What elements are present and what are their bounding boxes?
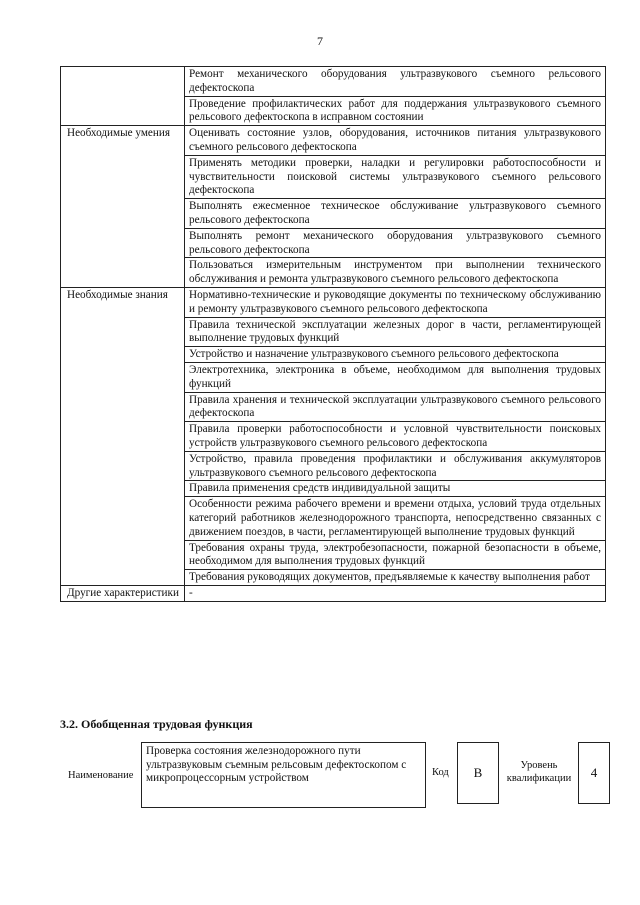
page-number: 7 <box>317 34 323 48</box>
row-description: Применять методики проверки, наладки и регулировки работоспособности и чувствительности поисковой системы ультразвукового съемного рельсового дефектоскопа <box>185 155 606 198</box>
row-description: Ремонт механического оборудования ультразвукового съемного рельсового дефектоскопа <box>185 67 606 97</box>
table-row <box>61 585 606 601</box>
row-label: Необходимые умения <box>61 126 185 288</box>
code-label: Код <box>432 767 449 778</box>
qualification-level-box: 4 <box>578 742 610 804</box>
name-label: Наименование <box>68 770 134 781</box>
row-description: Электротехника, электроника в объеме, необходимом для выполнения трудовых функций <box>185 362 606 392</box>
section-heading: 3.2. Обобщенная трудовая функция <box>60 717 253 731</box>
row-description: Пользоваться измерительным инструментом при выполнении технического обслуживания и ремонта ультразвукового съемного рельсового дефектоскопа <box>185 258 606 288</box>
row-description: - <box>185 585 606 601</box>
row-description: Устройство, правила проведения профилактики и обслуживания аккумуляторов ультразвукового съемного рельсового дефектоскопа <box>185 451 606 481</box>
row-description: Нормативно-технические и руководящие документы по техническому обслуживанию и ремонту ультразвукового съемного рельсового дефектоскопа <box>185 287 606 317</box>
row-description: Особенности режима рабочего времени и времени отдыха, условий труда отдельных категорий работников железнодорожного транспорта, непосредственно связанных с движением поездов, в части, регламентирующей выполнение трудовых функций <box>185 497 606 540</box>
row-description: Правила хранения и технической эксплуатации ультразвукового съемного рельсового дефектоскопа <box>185 392 606 422</box>
row-description: Выполнять ремонт механического оборудования ультразвукового съемного рельсового дефектоскопа <box>185 228 606 258</box>
row-description: Проведение профилактических работ для поддержания ультразвукового съемного рельсового дефектоскопа в исправном состоянии <box>185 96 606 126</box>
row-description: Правила применения средств индивидуальной защиты <box>185 481 606 497</box>
row-description: Требования руководящих документов, предъявляемые к качеству выполнения работ <box>185 570 606 586</box>
qualification-level-label: Уровень квалификации <box>506 760 572 784</box>
function-name-box: Проверка состояния железнодорожного пути ультразвуковым съемным рельсовым дефектоскопом с микропроцессорным устройством <box>141 742 426 808</box>
row-description: Выполнять ежесменное техническое обслуживание ультразвукового съемного рельсового дефектоскопа <box>185 199 606 229</box>
row-label <box>61 67 185 126</box>
table-row <box>61 287 606 317</box>
table-row <box>61 126 606 156</box>
row-label: Другие характеристики <box>61 585 185 601</box>
requirements-table <box>60 66 606 602</box>
row-description: Правила технической эксплуатации железных дорог в части, регламентирующей выполнение трудовых функций <box>185 317 606 347</box>
row-description: Устройство и назначение ультразвукового съемного рельсового дефектоскопа <box>185 347 606 363</box>
table-row <box>61 67 606 97</box>
row-label: Необходимые знания <box>61 287 185 585</box>
row-description: Правила проверки работоспособности и условной чувствительности поисковых устройств ультразвукового съемного рельсового дефектоскопа <box>185 422 606 452</box>
row-description: Оценивать состояние узлов, оборудования, источников питания ультразвукового съемного рельсового дефектоскопа <box>185 126 606 156</box>
code-box: B <box>457 742 499 804</box>
row-description: Требования охраны труда, электробезопасности, пожарной безопасности в объеме, необходимом для выполнения трудовых функций <box>185 540 606 570</box>
